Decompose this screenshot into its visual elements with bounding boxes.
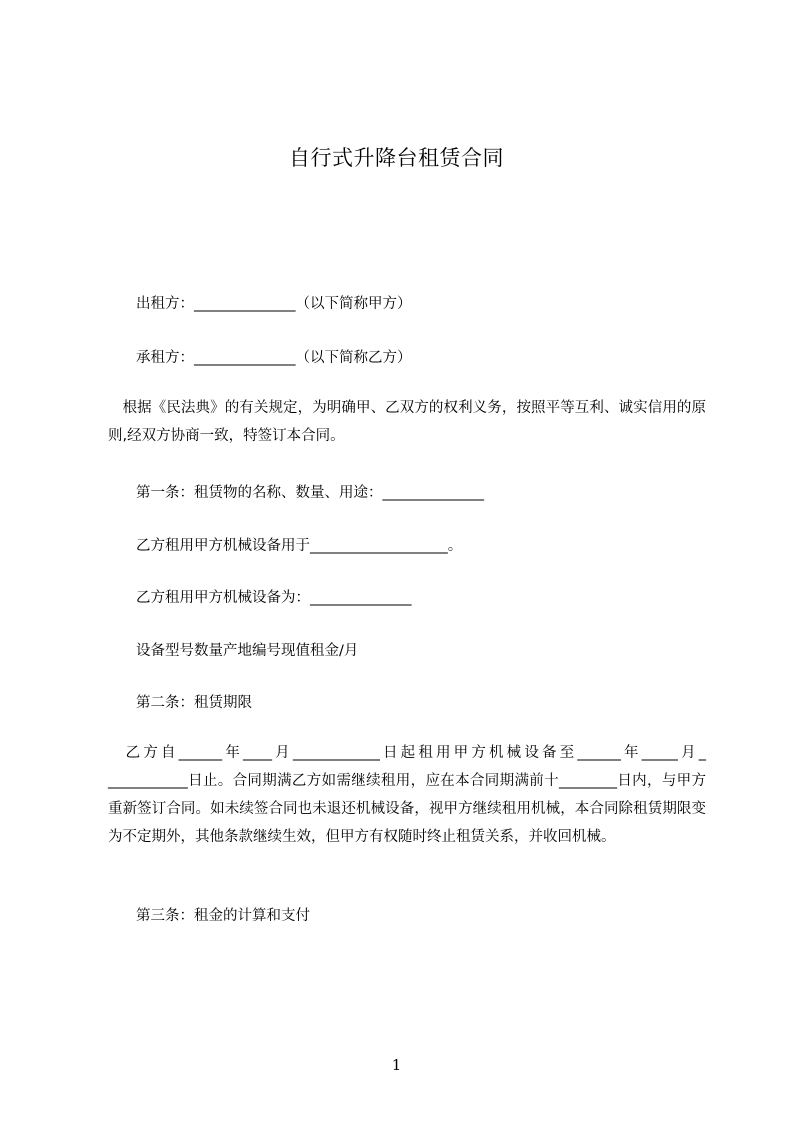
lessee-line: 承租方：______________（以下简称乙方） (136, 350, 412, 366)
preamble-paragraph: 根据《民法典》的有关规定，为明确甲、乙双方的权利义务，按照平等互利、诚实信用的原则,经双方协商一致，特签订本合同。 (108, 400, 706, 444)
article2-paragraph: 乙方自______年____月____________日起租用甲方机械设备至______年_____月_ ___________日止。合同期满乙方如需继续租用，应在本合同期满前十________日内，与甲方重新签订合同。如未续签合同也未退还机械设备，视甲方继续租用机械，本合同除租赁期限变为不定期外，其他条款继续生效，但甲方有权随时终止租赁关系，并收回机械。 (108, 745, 706, 845)
article1-heading: 第一条：租赁物的名称、数量、用途：______________ (136, 485, 484, 501)
article1-use: 乙方租用甲方机械设备用于___________________。 (136, 538, 463, 554)
article3-heading: 第三条：租金的计算和支付 (136, 908, 310, 924)
document-title: 自行式升降台租赁合同 (289, 146, 504, 170)
lessor-line: 出租方：______________（以下简称甲方） (136, 296, 412, 312)
page-number: 1 (391, 1056, 402, 1074)
article2-heading: 第二条：租赁期限 (136, 695, 252, 711)
article1-equipment: 乙方租用甲方机械设备为：______________ (136, 590, 412, 606)
article1-columns: 设备型号数量产地编号现值租金/月 (136, 643, 359, 659)
